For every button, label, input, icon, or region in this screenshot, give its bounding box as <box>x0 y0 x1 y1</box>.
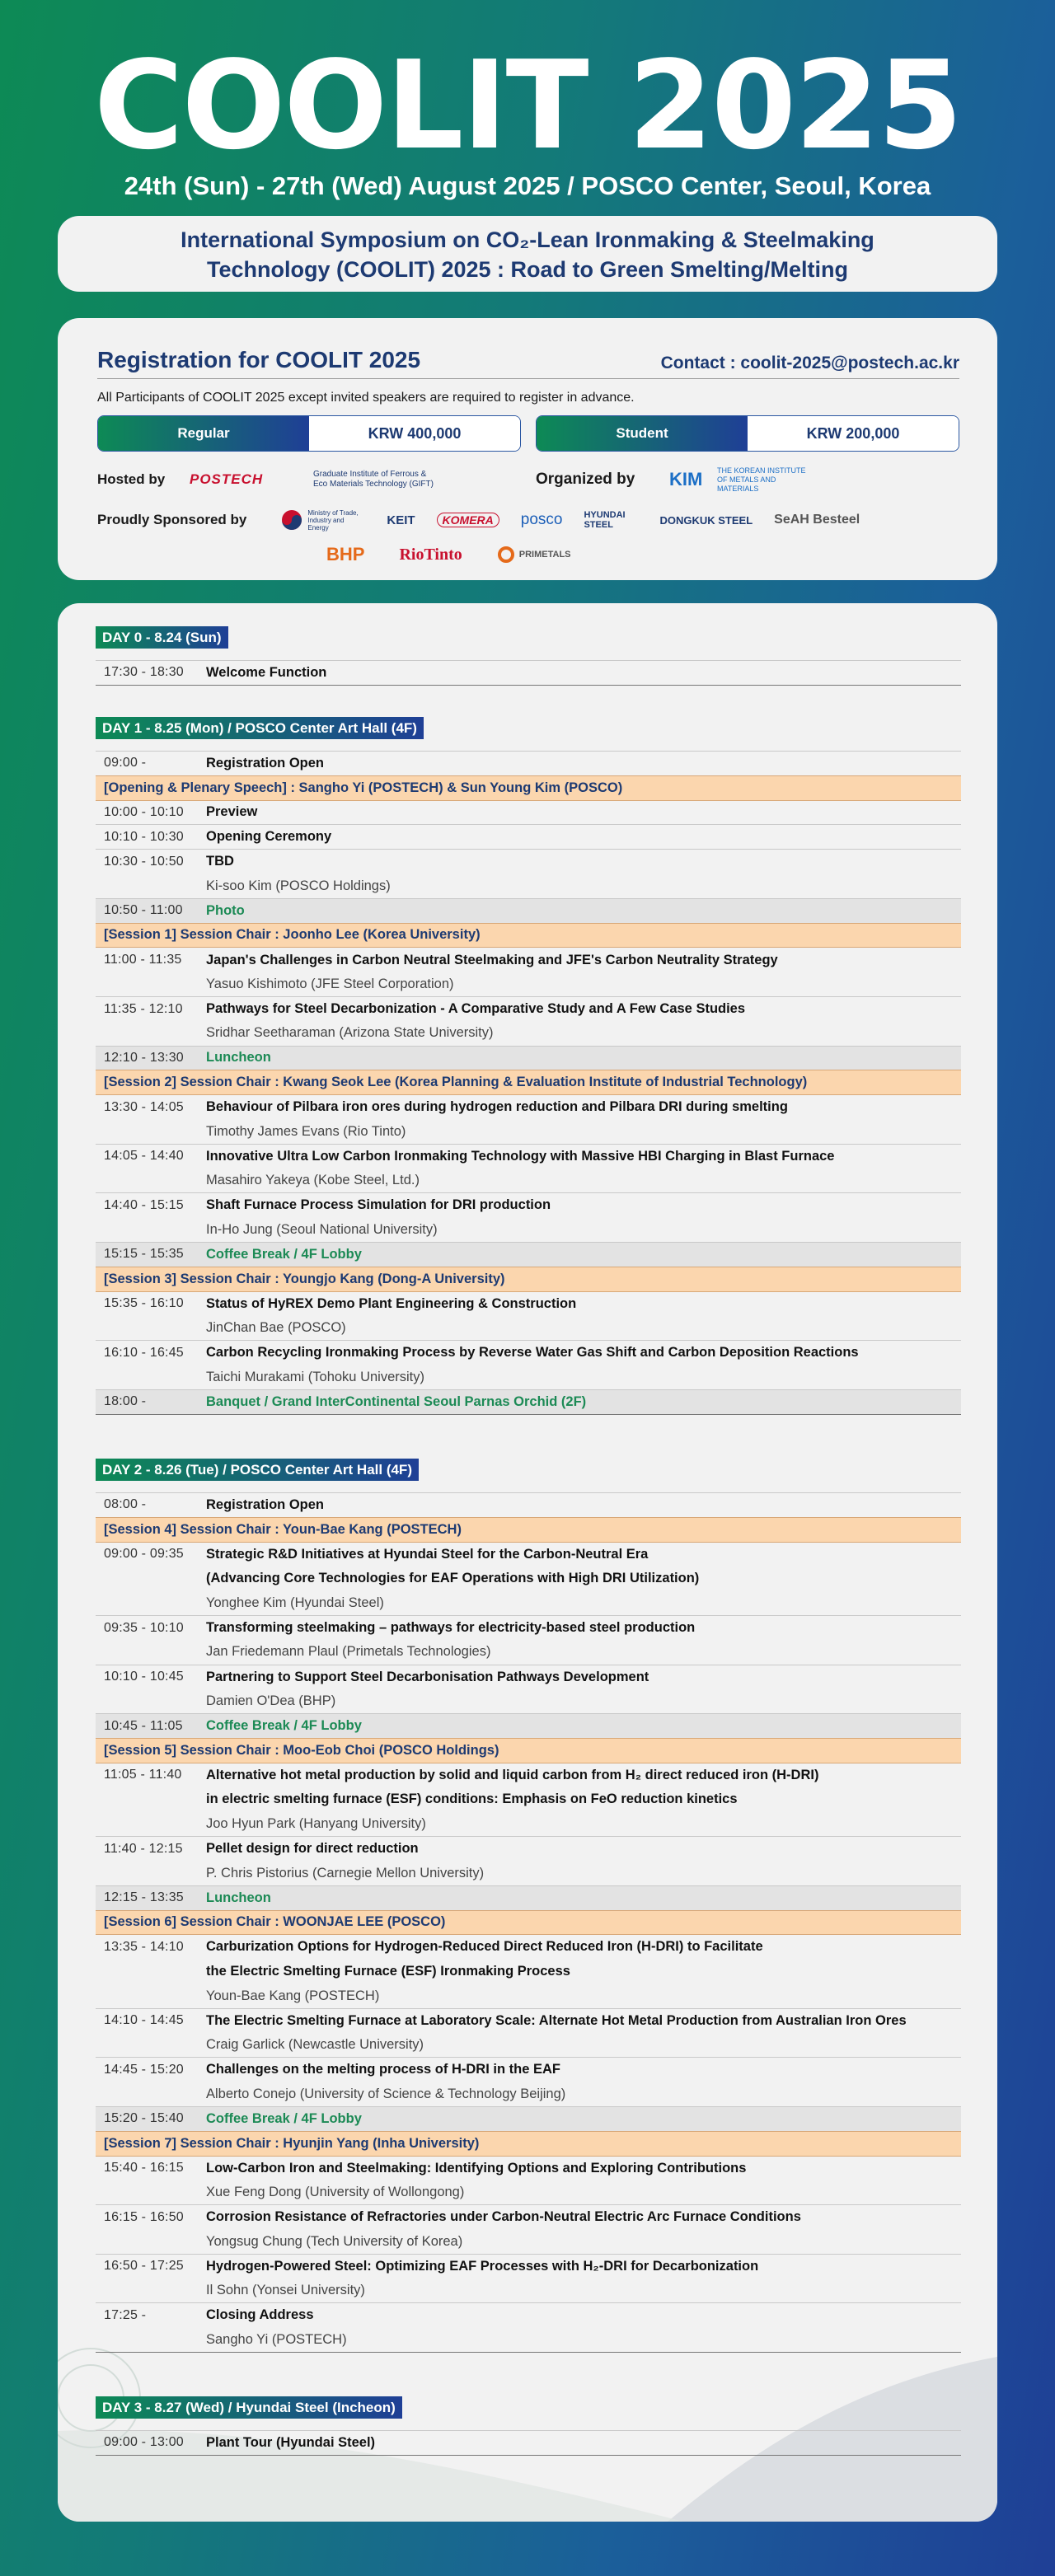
speaker-name: Il Sohn (Yonsei University) <box>206 2283 365 2298</box>
time-cell: 13:30 - 14:05 <box>104 1099 184 1114</box>
time-cell <box>96 1787 198 1812</box>
sponsor-logo-motie: Ministry of Trade, Industry and Energy <box>281 509 365 532</box>
sponsor-row-2 <box>326 542 959 567</box>
session-header-row <box>96 775 961 800</box>
time-cell <box>96 2328 198 2353</box>
schedule-table <box>96 751 961 1415</box>
speaker-name: Jan Friedemann Plaul (Primetals Technologies) <box>206 1644 491 1660</box>
time-cell <box>96 2229 198 2254</box>
hero <box>0 0 1055 201</box>
break-row <box>96 2106 961 2131</box>
fee-student <box>536 415 959 452</box>
item-title: Corrosion Resistance of Refractories under Carbon-Neutral Electric Arc Furnace Conditions <box>206 2209 801 2225</box>
day-0 <box>96 626 961 686</box>
time-cell: 10:30 - 10:50 <box>104 854 184 869</box>
schedule-row <box>96 1567 961 1591</box>
fee-row <box>97 415 959 452</box>
time-cell <box>96 2180 198 2205</box>
session-header-row <box>96 1738 961 1763</box>
time-cell <box>96 1365 198 1389</box>
time-cell <box>96 1984 198 2008</box>
schedule-row <box>96 752 961 776</box>
speaker-name: Timothy James Evans (Rio Tinto) <box>206 1123 406 1139</box>
schedule-table <box>96 1492 961 2353</box>
speaker-name: P. Chris Pistorius (Carnegie Mellon University) <box>206 1865 485 1880</box>
time-cell: 17:30 - 18:30 <box>104 665 184 680</box>
time-cell <box>96 1689 198 1714</box>
session-header-row <box>96 1517 961 1542</box>
time-cell: 09:00 - <box>104 756 147 770</box>
time-cell: 11:40 - 12:15 <box>104 1841 183 1856</box>
break-row <box>96 1046 961 1070</box>
item-title: Transforming steelmaking – pathways for electricity-based steel production <box>206 1620 696 1636</box>
item-title: Shaft Furnace Process Simulation for DRI production <box>206 1197 551 1213</box>
symposium-title-line2: Technology (COOLIT) 2025 : Road to Green Smelting/Melting <box>206 257 849 282</box>
speaker-row <box>96 1640 961 1665</box>
schedule-row <box>96 2205 961 2230</box>
schedule-row <box>96 2303 961 2328</box>
time-cell <box>96 1169 198 1193</box>
sponsor-row <box>97 506 959 534</box>
day-1 <box>96 717 961 1415</box>
speaker-name: Yasuo Kishimoto (JFE Steel Corporation) <box>206 976 454 991</box>
speaker-row <box>96 2229 961 2254</box>
time-cell <box>96 2082 198 2107</box>
schedule-row <box>96 1935 961 1960</box>
session-header-row <box>96 1070 961 1095</box>
item-title: Pellet design for direct reduction <box>206 1841 419 1857</box>
gift-logo: Graduate Institute of Ferrous & Eco Materials Technology (GIFT) <box>313 470 434 489</box>
schedule-row <box>96 1542 961 1567</box>
session-header-row <box>96 923 961 948</box>
sponsor-logo-posco: posco <box>520 511 563 528</box>
item-title: the Electric Smelting Furnace (ESF) Ironmaking Process <box>206 1964 570 1979</box>
item-title: Luncheon <box>198 1885 961 1910</box>
time-cell: 17:25 - <box>104 2307 147 2322</box>
day-tag: DAY 1 - 8.25 (Mon) / POSCO Center Art Hall (4F) <box>96 717 424 739</box>
time-cell <box>96 873 198 898</box>
time-cell: 14:05 - 14:40 <box>104 1149 184 1164</box>
session-header: [Session 7] Session Chair : Hyunjin Yang (Inha University) <box>96 2131 961 2156</box>
speaker-row <box>96 2033 961 2058</box>
item-title: Low-Carbon Iron and Steelmaking: Identifying Options and Exploring Contributions <box>206 2160 747 2176</box>
day-tag: DAY 2 - 8.26 (Tue) / POSCO Center Art Hall (4F) <box>96 1459 419 1481</box>
fee-price: KRW 400,000 <box>309 416 520 451</box>
session-header: [Session 5] Session Chair : Moo-Eob Choi (POSCO Holdings) <box>96 1738 961 1763</box>
break-row <box>96 1242 961 1267</box>
time-cell: 11:35 - 12:10 <box>104 1001 183 1016</box>
session-header: [Session 4] Session Chair : Youn-Bae Kang (POSTECH) <box>96 1517 961 1542</box>
item-title: in electric smelting furnace (ESF) conditions: Emphasis on FeO reduction kinetics <box>206 1791 738 1807</box>
schedule-row <box>96 1291 961 1316</box>
time-cell <box>96 1316 198 1341</box>
speaker-row <box>96 2082 961 2107</box>
item-title: TBD <box>206 854 234 869</box>
time-cell <box>96 972 198 997</box>
speaker-row <box>96 1169 961 1193</box>
time-cell: 12:10 - 13:30 <box>96 1046 198 1070</box>
hosted-by-label: Hosted by <box>97 471 166 487</box>
time-cell: 10:50 - 11:00 <box>96 898 198 923</box>
speaker-name: Masahiro Yakeya (Kobe Steel, Ltd.) <box>206 1173 420 1188</box>
item-title: Pathways for Steel Decarbonization - A Comparative Study and A Few Case Studies <box>206 1001 746 1017</box>
item-title: Carburization Options for Hydrogen-Reduced Direct Reduced Iron (H-DRI) to Facilitate <box>206 1939 763 1955</box>
time-cell: 14:10 - 14:45 <box>104 2013 184 2028</box>
registration-title: Registration for COOLIT 2025 <box>97 347 421 372</box>
item-title: Coffee Break / 4F Lobby <box>198 1714 961 1739</box>
symposium-title-line1: International Symposium on CO₂-Lean Ironmaking & Steelmaking <box>181 227 874 252</box>
time-cell <box>96 1591 198 1616</box>
schedule-row <box>96 2254 961 2279</box>
speaker-name: Ki-soo Kim (POSCO Holdings) <box>206 878 391 893</box>
time-cell: 18:00 - <box>96 1389 198 1414</box>
time-cell: 09:00 - 09:35 <box>104 1547 184 1562</box>
item-title: Luncheon <box>198 1046 961 1070</box>
time-cell: 10:10 - 10:45 <box>104 1670 184 1684</box>
item-title: Alternative hot metal production by solid and liquid carbon from H₂ direct reduced iron (H-DRI) <box>206 1767 819 1782</box>
time-cell: 15:40 - 16:15 <box>104 2161 184 2176</box>
item-title: Photo <box>198 898 961 923</box>
item-title: Japan's Challenges in Carbon Neutral Steelmaking and JFE's Carbon Neutrality Strategy <box>206 952 778 967</box>
schedule-row <box>96 2058 961 2082</box>
event-date: 24th (Sun) - 27th (Wed) August 2025 / POSCO Center, Seoul, Korea <box>124 171 931 200</box>
item-title: Strategic R&D Initiatives at Hyundai Steel for the Carbon-Neutral Era <box>206 1546 649 1562</box>
item-title: Innovative Ultra Low Carbon Ironmaking Technology with Massive HBI Charging in Blast Furnace <box>206 1148 835 1164</box>
schedule-row <box>96 661 961 686</box>
time-cell: 10:45 - 11:05 <box>96 1714 198 1739</box>
speaker-row <box>96 1689 961 1714</box>
schedule-row <box>96 2431 961 2456</box>
item-title: Plant Tour (Hyundai Steel) <box>206 2434 376 2450</box>
item-title: Closing Address <box>206 2307 314 2323</box>
postech-logo: POSTECH <box>190 471 264 487</box>
schedule-table <box>96 2430 961 2456</box>
day-tag: DAY 0 - 8.24 (Sun) <box>96 626 228 649</box>
time-cell <box>96 1119 198 1144</box>
time-cell <box>96 2033 198 2058</box>
speaker-row <box>96 1861 961 1885</box>
speaker-row <box>96 1021 961 1046</box>
schedule-row <box>96 948 961 972</box>
item-title: Welcome Function <box>206 664 327 680</box>
time-cell: 11:00 - 11:35 <box>104 953 182 967</box>
sponsor-logo-hyundai-steel: HYUNDAI STEEL <box>584 510 626 530</box>
break-row <box>96 1714 961 1739</box>
speaker-name: In-Ho Jung (Seoul National University) <box>206 1221 438 1237</box>
time-cell: 11:05 - 11:40 <box>104 1768 182 1782</box>
organizer-row <box>97 465 959 494</box>
session-header: [Session 6] Session Chair : WOONJAE LEE (POSCO) <box>96 1910 961 1935</box>
time-cell <box>96 1021 198 1046</box>
fee-kind: Regular <box>98 416 309 451</box>
sponsor-logo-bhp: BHP <box>326 544 365 564</box>
schedule-row <box>96 800 961 825</box>
registration-header <box>97 338 959 379</box>
speaker-row <box>96 972 961 997</box>
speaker-row <box>96 1316 961 1341</box>
schedule-row <box>96 1665 961 1689</box>
symposium-title-box <box>58 216 997 292</box>
event-title: COOLIT 2025 <box>93 35 961 176</box>
item-title: Carbon Recycling Ironmaking Process by Reverse Water Gas Shift and Carbon Deposition Reactions <box>206 1345 859 1361</box>
speaker-name: Yongsug Chung (Tech University of Korea) <box>206 2233 463 2249</box>
item-title: Behaviour of Pilbara iron ores during hydrogen reduction and Pilbara DRI during smelting <box>206 1099 788 1115</box>
day-2 <box>96 1459 961 2353</box>
schedule-row <box>96 1960 961 1984</box>
speaker-row <box>96 2328 961 2353</box>
speaker-name: JinChan Bae (POSCO) <box>206 1319 346 1335</box>
sponsor-logos <box>281 509 860 532</box>
speaker-row <box>96 1812 961 1837</box>
break-row <box>96 1885 961 1910</box>
time-cell <box>96 1218 198 1243</box>
time-cell: 09:35 - 10:10 <box>104 1620 184 1635</box>
time-cell <box>96 2279 198 2303</box>
time-cell: 15:35 - 16:10 <box>104 1296 184 1311</box>
speaker-name: Craig Garlick (Newcastle University) <box>206 2037 424 2053</box>
sponsored-by-label: Proudly Sponsored by <box>97 512 247 527</box>
schedule-row <box>96 1615 961 1640</box>
session-header: [Session 2] Session Chair : Kwang Seok Lee (Korea Planning & Evaluation Institute of Industrial Technology) <box>96 1070 961 1095</box>
item-title: Partnering to Support Steel Decarbonisation Pathways Development <box>206 1669 649 1684</box>
time-cell: 14:45 - 15:20 <box>104 2062 184 2077</box>
schedule-row <box>96 825 961 850</box>
speaker-name: Yonghee Kim (Hyundai Steel) <box>206 1595 384 1610</box>
fee-kind: Student <box>537 416 748 451</box>
schedule-row <box>96 1493 961 1518</box>
sponsor-logo-keit: KEIT <box>387 513 415 527</box>
day-3 <box>96 2396 961 2456</box>
speaker-name: Youn-Bae Kang (POSTECH) <box>206 1988 380 2003</box>
time-cell: 16:10 - 16:45 <box>104 1345 184 1360</box>
time-cell <box>96 1640 198 1665</box>
registration-note: All Participants of COOLIT 2025 except invited speakers are required to register in advance. <box>97 391 635 405</box>
item-title: Opening Ceremony <box>206 829 332 845</box>
schedule-row <box>96 2156 961 2180</box>
time-cell: 10:00 - 10:10 <box>104 804 184 819</box>
item-title: Banquet / Grand InterContinental Seoul Parnas Orchid (2F) <box>198 1389 961 1414</box>
item-title: Hydrogen-Powered Steel: Optimizing EAF Processes with H₂-DRI for Decarbonization <box>206 2258 759 2274</box>
schedule-row <box>96 1787 961 1812</box>
item-title: Challenges on the melting process of H-DRI in the EAF <box>206 2062 560 2077</box>
time-cell: 15:20 - 15:40 <box>96 2106 198 2131</box>
break-row <box>96 1389 961 1414</box>
session-header-row <box>96 1267 961 1291</box>
item-title: (Advancing Core Technologies for EAF Operations with High DRI Utilization) <box>206 1571 700 1586</box>
kim-logo: KIM <box>669 469 703 489</box>
schedule-row <box>96 996 961 1021</box>
schedule-row <box>96 2008 961 2033</box>
item-title: Coffee Break / 4F Lobby <box>198 1242 961 1267</box>
schedule-row <box>96 1095 961 1120</box>
schedule-row <box>96 1837 961 1862</box>
item-title: Preview <box>206 804 258 820</box>
schedule-table <box>96 660 961 686</box>
speaker-name: Xue Feng Dong (University of Wollongong) <box>206 2184 465 2199</box>
speaker-row <box>96 2180 961 2205</box>
time-cell: 16:50 - 17:25 <box>104 2259 184 2274</box>
primetals-ring-icon <box>497 546 515 564</box>
registration-panel <box>58 318 997 580</box>
speaker-row <box>96 1984 961 2008</box>
day-tag: DAY 3 - 8.27 (Wed) / Hyundai Steel (Incheon) <box>96 2396 402 2419</box>
sponsor-logo-komera: KOMERA <box>437 513 499 527</box>
speaker-name: Joo Hyun Park (Hanyang University) <box>206 1816 426 1831</box>
time-cell: 16:15 - 16:50 <box>104 2209 184 2224</box>
taegeuk-icon <box>281 509 302 531</box>
item-title: The Electric Smelting Furnace at Laboratory Scale: Alternate Hot Metal Production from Australian Iron Ores <box>206 2012 907 2028</box>
session-header-row <box>96 1910 961 1935</box>
sponsor-logo-primetals: PRIMETALS <box>497 546 571 564</box>
speaker-row <box>96 1365 961 1389</box>
time-cell <box>96 1960 198 1984</box>
time-cell: 08:00 - <box>104 1497 147 1512</box>
time-cell: 15:15 - 15:35 <box>96 1242 198 1267</box>
speaker-name: Sangho Yi (POSTECH) <box>206 2331 347 2347</box>
time-cell: 09:00 - 13:00 <box>104 2435 184 2450</box>
schedule-row <box>96 1144 961 1169</box>
time-cell: 13:35 - 14:10 <box>104 1939 184 1954</box>
sponsor-logo-riotinto: RioTinto <box>399 545 462 564</box>
fee-regular <box>97 415 521 452</box>
organized-by-label: Organized by <box>536 471 635 488</box>
speaker-row <box>96 1591 961 1616</box>
break-row <box>96 898 961 923</box>
item-title: Registration Open <box>206 755 325 770</box>
speaker-row <box>96 2279 961 2303</box>
kim-logo-text: THE KOREAN INSTITUTE OF METALS AND MATERIALS <box>717 466 806 493</box>
session-header: [Opening & Plenary Speech] : Sangho Yi (POSTECH) & Sun Young Kim (POSCO) <box>96 775 961 800</box>
speaker-row <box>96 873 961 898</box>
time-cell <box>96 1812 198 1837</box>
session-header: [Session 3] Session Chair : Youngjo Kang (Dong-A University) <box>96 1267 961 1291</box>
sponsor-logo-seah: SeAH Besteel <box>774 513 860 527</box>
sponsor-logo-dongkuk: DONGKUK STEEL <box>659 513 753 527</box>
speaker-name: Sridhar Seetharaman (Arizona State University) <box>206 1025 494 1041</box>
item-title: Coffee Break / 4F Lobby <box>198 2106 961 2131</box>
speaker-row <box>96 1119 961 1144</box>
schedule-row <box>96 1193 961 1218</box>
time-cell <box>96 1861 198 1885</box>
session-header-row <box>96 2131 961 2156</box>
item-title: Registration Open <box>206 1496 325 1512</box>
program-panel <box>58 603 997 2522</box>
time-cell: 12:15 - 13:35 <box>96 1885 198 1910</box>
speaker-name: Alberto Conejo (University of Science & Technology Beijing) <box>206 2086 566 2101</box>
schedule-row <box>96 1341 961 1365</box>
time-cell <box>96 1567 198 1591</box>
schedule-row <box>96 850 961 874</box>
fee-price: KRW 200,000 <box>748 416 959 451</box>
session-header: [Session 1] Session Chair : Joonho Lee (Korea University) <box>96 923 961 948</box>
speaker-row <box>96 1218 961 1243</box>
time-cell: 14:40 - 15:15 <box>104 1197 184 1212</box>
contact-email[interactable]: Contact : coolit-2025@postech.ac.kr <box>660 354 959 372</box>
speaker-name: Damien O'Dea (BHP) <box>206 1693 336 1709</box>
speaker-name: Taichi Murakami (Tohoku University) <box>206 1369 424 1384</box>
schedule-row <box>96 1763 961 1787</box>
time-cell: 10:10 - 10:30 <box>104 829 184 844</box>
item-title: Status of HyREX Demo Plant Engineering & Construction <box>206 1295 577 1311</box>
